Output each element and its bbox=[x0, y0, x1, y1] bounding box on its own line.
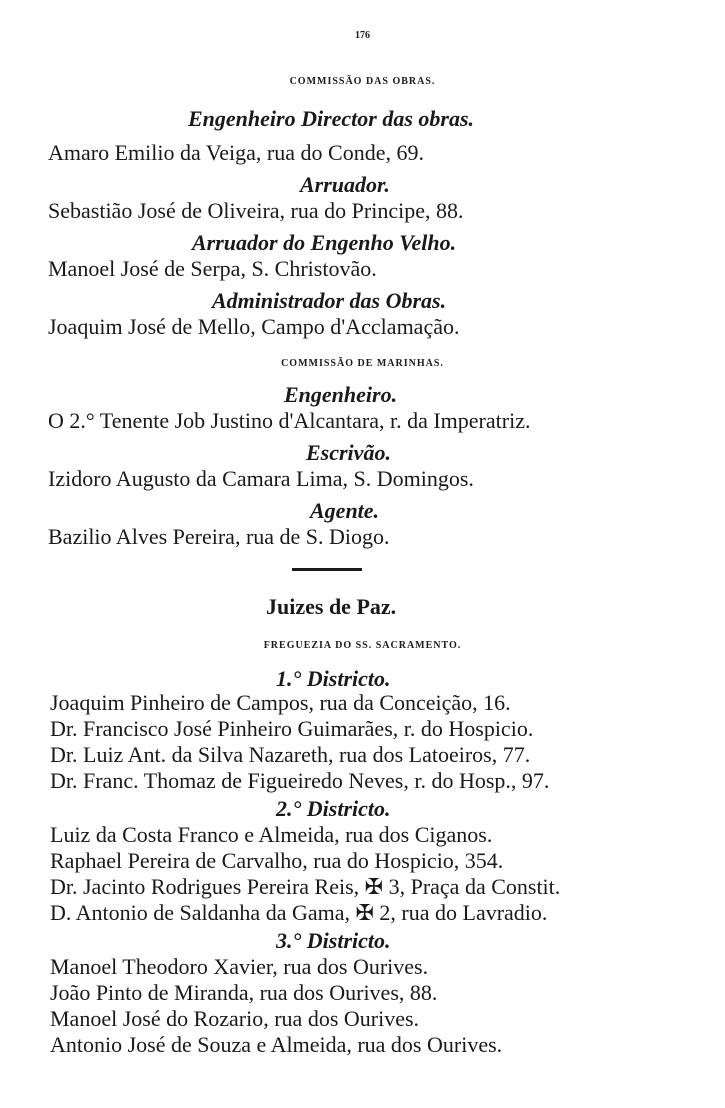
entry-line: Luiz da Costa Franco e Almeida, rua dos Ciganos. bbox=[50, 822, 493, 847]
entry-line: Raphael Pereira de Carvalho, rua do Hospicio, 354. bbox=[50, 848, 504, 873]
entry-line: João Pinto de Miranda, rua dos Ourives, 88. bbox=[50, 980, 438, 1005]
role-title: Engenheiro Director das obras. bbox=[188, 106, 475, 131]
entry-line: Dr. Jacinto Rodrigues Pereira Reis, ✠ 3, Praça da Constit. bbox=[50, 874, 561, 899]
section-heading-obras: COMMISSÃO DAS OBRAS. bbox=[289, 76, 436, 87]
district-title: 2.° Districto. bbox=[276, 796, 391, 821]
role-title: Agente. bbox=[310, 498, 380, 523]
section-title-juizes: Juizes de Paz. bbox=[266, 594, 397, 619]
entry-line: Dr. Franc. Thomaz de Figueiredo Neves, r. do Hosp., 97. bbox=[50, 768, 550, 793]
entry-line: Amaro Emilio da Veiga, rua do Conde, 69. bbox=[48, 140, 424, 165]
entry-line: Manoel José do Rozario, rua dos Ourives. bbox=[50, 1006, 420, 1031]
role-title: Arruador. bbox=[300, 172, 390, 197]
role-title: Arruador do Engenho Velho. bbox=[192, 230, 457, 255]
role-title: Escrivão. bbox=[306, 440, 391, 465]
entry-line: Bazilio Alves Pereira, rua de S. Diogo. bbox=[48, 524, 390, 549]
role-title: Administrador das Obras. bbox=[212, 288, 447, 313]
entry-line: Sebastião José de Oliveira, rua do Principe, 88. bbox=[48, 198, 464, 223]
entry-line: Dr. Francisco José Pinheiro Guimarães, r. do Hospicio. bbox=[50, 716, 534, 741]
role-title: Engenheiro. bbox=[284, 382, 398, 407]
entry-line: Manoel Theodoro Xavier, rua dos Ourives. bbox=[50, 954, 429, 979]
entry-line: O 2.° Tenente Job Justino d'Alcantara, r. da Imperatriz. bbox=[48, 408, 531, 433]
district-title: 3.° Districto. bbox=[276, 928, 391, 953]
entry-line: Izidoro Augusto da Camara Lima, S. Domingos. bbox=[48, 466, 474, 491]
entry-line: Joaquim Pinheiro de Campos, rua da Conceição, 16. bbox=[50, 690, 511, 715]
section-heading-marinhas: COMMISSÃO DE MARINHAS. bbox=[281, 358, 444, 369]
entry-line: Antonio José de Souza e Almeida, rua dos Ourives. bbox=[50, 1032, 503, 1057]
freguezia-heading: FREGUEZIA DO SS. SACRAMENTO. bbox=[263, 640, 462, 651]
entry-line: Manoel José de Serpa, S. Christovão. bbox=[48, 256, 377, 281]
entry-line: Joaquim José de Mello, Campo d'Acclamação. bbox=[48, 314, 460, 339]
district-title: 1.° Districto. bbox=[276, 666, 391, 691]
page-number: 176 bbox=[355, 30, 370, 41]
section-divider bbox=[292, 568, 362, 571]
entry-line: D. Antonio de Saldanha da Gama, ✠ 2, rua do Lavradio. bbox=[50, 900, 548, 925]
entry-line: Dr. Luiz Ant. da Silva Nazareth, rua dos Latoeiros, 77. bbox=[50, 742, 531, 767]
